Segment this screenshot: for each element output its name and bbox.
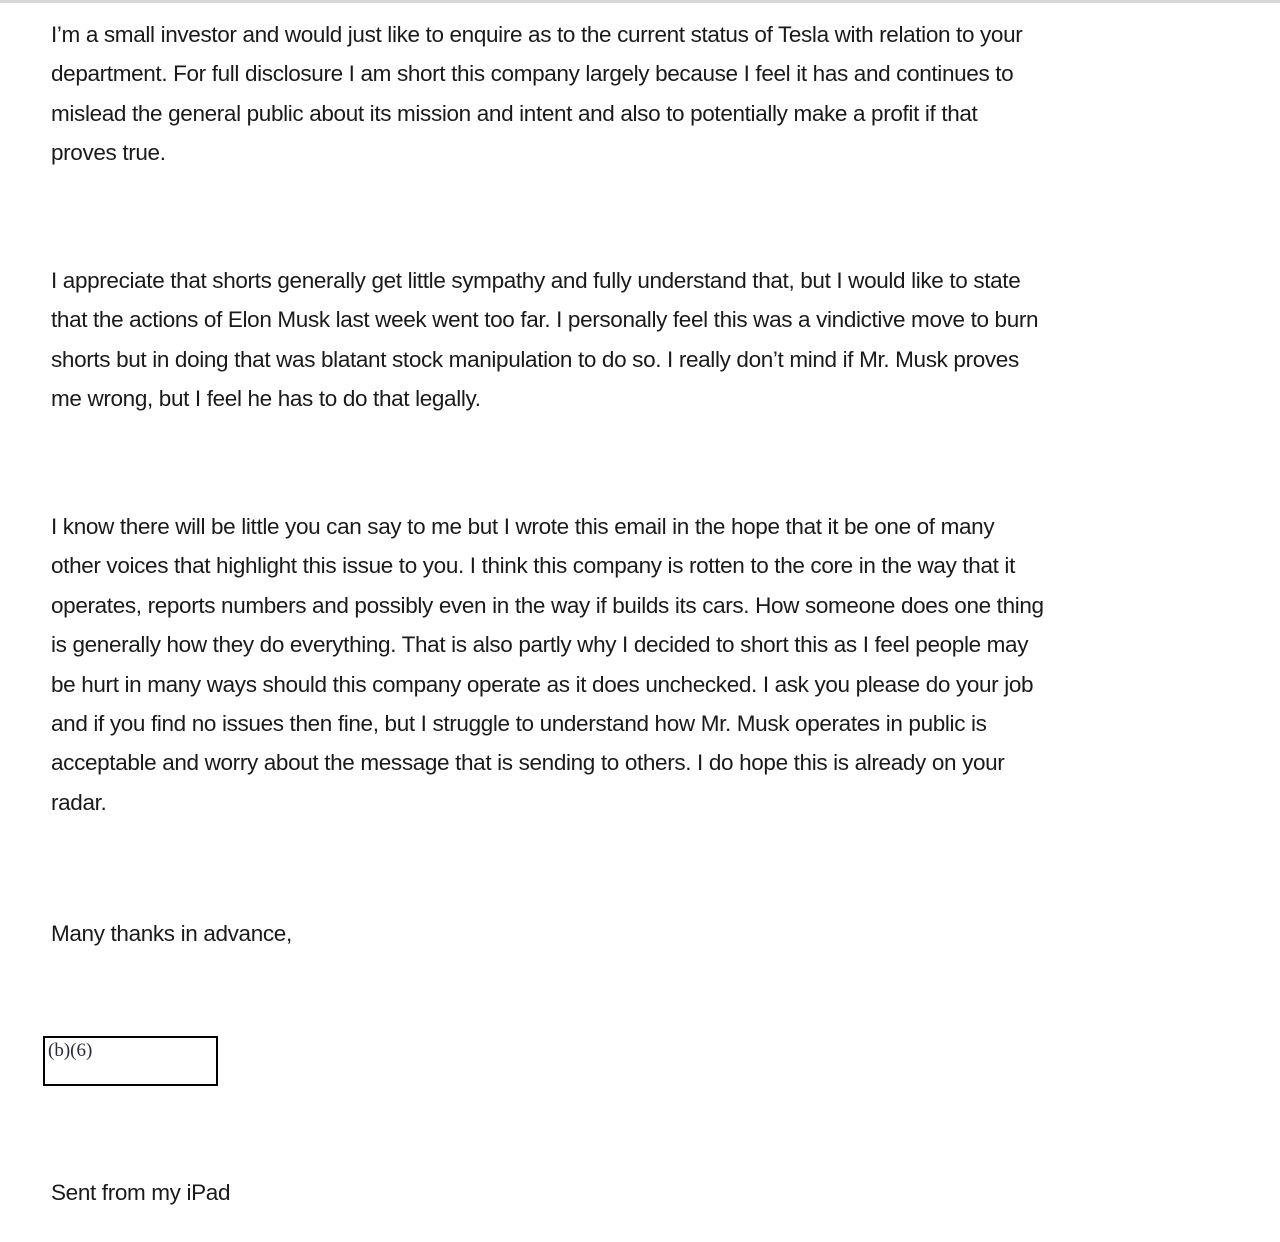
text-line: I know there will be little you can say to me but I wrote this email in the hope that it be one of many bbox=[51, 514, 995, 539]
closing-text: Many thanks in advance, bbox=[51, 921, 292, 946]
text-line: radar. bbox=[51, 789, 107, 815]
paragraph-intro bbox=[51, 15, 1251, 173]
footer-text: Sent from my iPad bbox=[51, 1180, 231, 1205]
text-line: shorts but in doing that was blatant stock manipulation to do so. I really don’t mind if Mr. Musk proves bbox=[51, 346, 1019, 372]
text-line: operates, reports numbers and possibly even in the way if builds its cars. How someone does one thing bbox=[51, 592, 1044, 618]
email-signature-footer bbox=[51, 1173, 1251, 1212]
text-line: acceptable and worry about the message that is sending to others. I do hope this is already on your bbox=[51, 750, 1005, 776]
text-line: I appreciate that shorts generally get little sympathy and fully understand that, but I would like to state bbox=[51, 268, 1021, 293]
text-line: me wrong, but I feel he has to do that legally. bbox=[51, 386, 481, 412]
text-line: department. For full disclosure I am short this company largely because I feel it has and continues to bbox=[51, 61, 1014, 87]
text-line: proves true. bbox=[51, 140, 166, 166]
closing-salutation bbox=[51, 914, 1251, 953]
text-line: mislead the general public about its mission and intent and also to potentially make a profit if that bbox=[51, 100, 978, 126]
text-line: be hurt in many ways should this company operate as it does unchecked. I ask you please do your job bbox=[51, 671, 1034, 697]
text-line: is generally how they do everything. That is also partly why I decided to short this as I feel people may bbox=[51, 632, 1029, 658]
redaction-label: (b)(6) bbox=[48, 1040, 93, 1061]
text-line: and if you find no issues then fine, but I struggle to understand how Mr. Musk operates in public is bbox=[51, 711, 987, 737]
paragraph-complaint bbox=[51, 261, 1251, 419]
text-line: I’m a small investor and would just like to enquire as to the current status of Tesla with relation to your bbox=[51, 22, 1023, 47]
page-top-border bbox=[0, 0, 1280, 3]
text-line: other voices that highlight this issue to you. I think this company is rotten to the core in the way that it bbox=[51, 553, 1015, 579]
text-line: that the actions of Elon Musk last week went too far. I personally feel this was a vindictive move to burn bbox=[51, 307, 1039, 333]
paragraph-request bbox=[51, 507, 1251, 822]
redaction-box bbox=[43, 1036, 218, 1086]
